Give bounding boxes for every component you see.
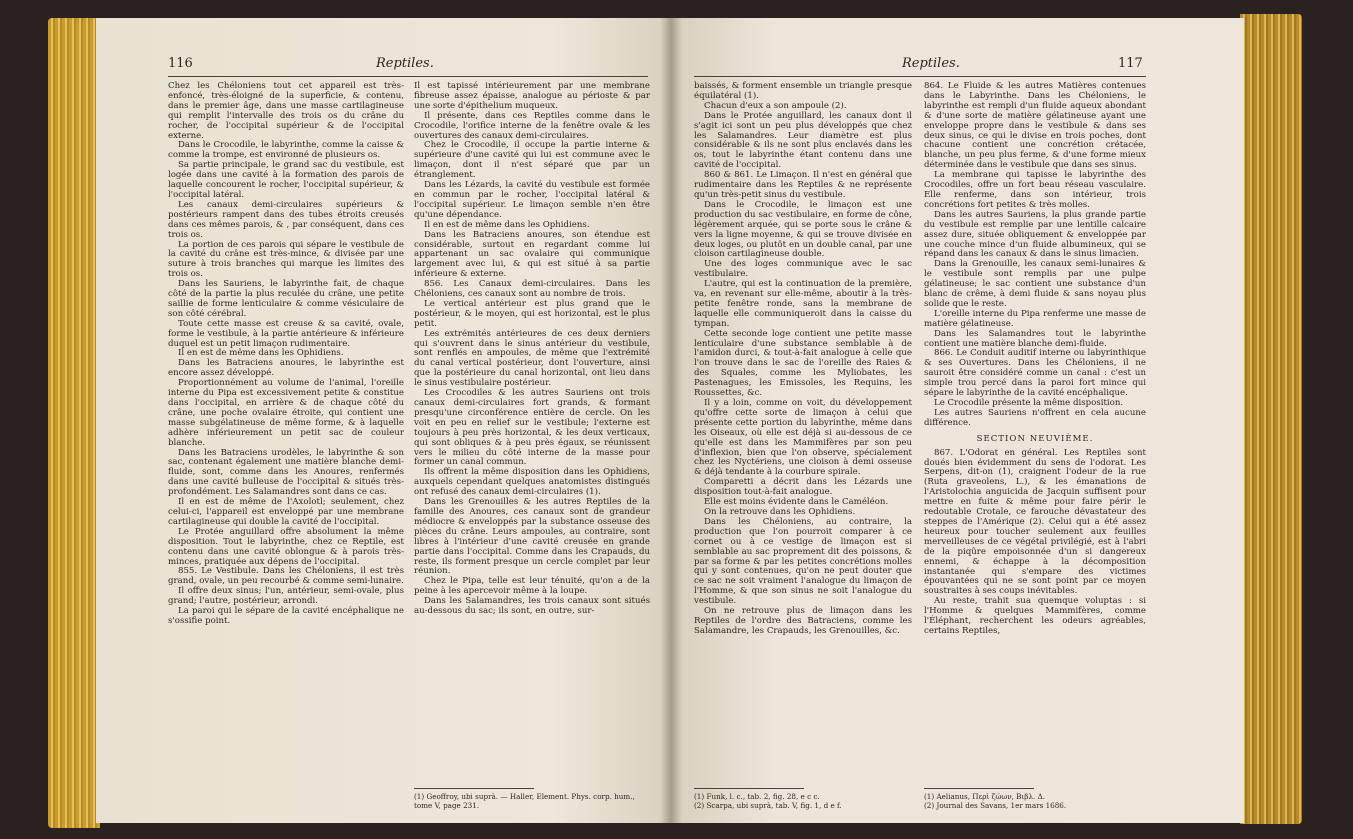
paragraph: Dans les Grenouilles & les autres Reptiles de la famille des Anoures, ces canaux sont de grandeur médiocre & enveloppés par la substance osseuse des pièces du crâne. Leurs ampoules, au contraire, sont libres à l'intérieur d'une cavité creusée en grande partie dans l'occipital. Comme dans les Crapauds, du reste, ils forment presque un cercle complet par leur réunion. (414, 497, 650, 577)
paragraph: La portion de ces parois qui sépare le vestibule de la cavité du crâne est très-mince, & divisée par une suture à trois branches qui marque les limites des trois os. (168, 239, 404, 280)
paragraph: Au reste, trahit sua quemque voluptas : si l'Homme & quelques Mammifères, comme l'Éléphant, recherchent les odeurs agréables, certains Reptiles, (924, 596, 1146, 636)
left-footnote: (1) Geoffroy, ubi suprà. — Haller, Element. Phys. corp. hum., tome V, page 231. (414, 792, 635, 810)
paragraph: Proportionnément au volume de l'animal, l'oreille interne du Pipa est excessivement petite & constitue dans l'occipital, en arrière & de chaque côté du crâne, une poche ovalaire étroite, qui contient une masse subgélatineuse de même forme, & à laquelle adhère inférieurement un petit sac de couleur blanche. (168, 378, 404, 448)
paragraph: Les canaux demi-circulaires supérieurs & postérieurs rampent dans des tubes étroits creusés dans ces mêmes parois, & , par conséquent, dans ces trois os. (168, 199, 404, 240)
right-column-2 (924, 82, 1146, 637)
left-page-number: 116 (168, 56, 193, 71)
paragraph: Il présente, dans ces Reptiles comme dans le Crocodile, l'orifice interne de la fenêtre ovale & les ouvertures des canaux demi-circulaires. (414, 110, 650, 141)
paragraph: Dans les Lézards, la cavité du vestibule est formée en commun par le rocher, l'occipital latéral & l'occipital supérieur. Le limaçon semble n'en être qu'une dépendance. (414, 180, 650, 220)
right-page (670, 18, 1244, 823)
paragraph: La membrane qui tapisse le labyrinthe des Crocodiles, offre un fort beau réseau vasculaire. Elle renferme, dans son intérieur, trois concrétions fort petites & très molles. (924, 170, 1146, 210)
right-page-edges (1240, 14, 1302, 824)
paragraph: Cette seconde loge contient une petite masse lenticulaire d'une substance semblable à de l'amidon durci, & tout-à-fait analogue à celle que l'on trouve dans le sac de l'oreille des Raies & des Squales, comme les Myliobates, les Pastenagues, les Emissoles, les Requins, les Roussettes, &c. (694, 328, 912, 399)
paragraph: On ne retrouve plus de limaçon dans les Reptiles de l'ordre des Batraciens, comme les Salamandre, les Crapauds, les Grenouilles, &c. (694, 606, 912, 636)
paragraph: Dans les Salamandres, les trois canaux sont situés au-dessous du sac; ils sont, en outre, sur- (414, 596, 650, 617)
paragraph: 867. L'Odorat en général. Les Reptiles sont doués bien évidemment du sens de l'odorat. Les Serpens, dit-on (1), craignent l'odeur de la rue (Ruta graveolens, L.), & les émanations de l'Aristolochia anguicida de Jacquin suffisent pour mettre en fuite & même pour faire périr le redoutable Crotale, ce farouche dévastateur des steppes de l'Amérique (2). Celui qui a été assez heureux pour toucher seulement aux feuilles merveilleuses de ce végétal privilégié, est à l'abri de la piqûre empoisonnée d'un si dangereux ennemi, & échappe à la décomposition instantanée qui s'empare des victimes épouvantées qui ne se sont point par ce moyen soustraites à ses coups inévitables. (924, 447, 1146, 597)
paragraph: 855. Le Vestibule. Dans les Chéloniens, il est très grand, ovale, un peu recourbé & comme semi-lunaire. (168, 566, 404, 587)
right-footnote-rule-2 (924, 788, 1034, 789)
paragraph: Dans les autres Sauriens, la plus grande partie du vestibule est remplie par une lentille calcaire assez dure, située obliquement & enveloppée par une couche mince d'un fluide albumineux, qui se répand dans les canaux & dans le sinus limacien. (924, 209, 1146, 260)
paragraph: Dans la Grenouille, les canaux semi-lunaires & le vestibule sont remplis par une pulpe gélatineuse; le sac contient une substance d'un blanc de crême, à demi fluide & sans noyau plus solide que le reste. (924, 259, 1146, 309)
left-running-head: Reptiles. (376, 56, 434, 71)
paragraph: Chez les Chéloniens tout cet appareil est très-enfoncé, très-éloigné de la superficie, & contenu, dans le premier âge, dans une masse cartilagineuse qui remplit l'intervalle des trois os du crâne du rocher, de l'occipital supérieur & de l'occipital externe. (168, 81, 404, 141)
footnote-line: (1) Funk, l. c., tab. 2, fig. 28, e c c. (694, 792, 820, 801)
paragraph: Chez le Crocodile, il occupe la partie interne & supérieure d'une cavité qui lui est commune avec le limaçon, dont il n'est séparé que par un étranglement. (414, 140, 650, 181)
paragraph: Sa partie principale, le grand sac du vestibule, est logée dans une cavité à la formation des parois de laquelle concourent le rocher, l'occipital supérieur, & l'occipital latéral. (168, 160, 404, 200)
paragraph: Une des loges communique avec le sac vestibulaire. (694, 259, 912, 280)
paragraph: Dans les Sauriens, le labyrinthe fait, de chaque côté de la partie la plus reculée du crâne, une petite saillie de forme lenticulaire & comme vésiculaire de son côté cérébral. (168, 279, 404, 319)
paragraph: Chacun d'eux a son ampoule (2). (704, 100, 847, 111)
paragraph: Il en est de même dans les Ophidiens. (178, 348, 344, 359)
paragraph: Les extrémités antérieures de ces deux derniers qui s'ouvrent dans le sinus antérieur du vestibule, sont renflés en ampoules, de même que l'extrémité du canal vertical postérieur, dont l'ouverture, ainsi que la postérieure du canal horizontal, ont lieu dans le sinus vestibulaire postérieur. (414, 328, 650, 389)
paragraph: Dans le Crocodile, le limaçon est une production du sac vestibulaire, en forme de cône, légèrement arquée, qui se porte sous le crâne & vers la ligne moyenne, & qui se trouve divisée en deux loges, ou plutôt en un double canal, par une cloison cartilagineuse double. (694, 199, 912, 260)
paragraph: Toute cette masse est creuse & sa cavité, ovale, forme le vestibule, à la partie antérieure & inférieure duquel est un petit limaçon rudimentaire. (168, 318, 404, 349)
left-footnote-rule (414, 788, 534, 789)
paragraph: La paroi qui le sépare de la cavité encéphalique ne s'ossifie point. (168, 606, 404, 626)
footnote-line: (2) Journal des Savans, 1er mars 1686. (924, 801, 1067, 810)
footnote-line: (1) Aelianus, Περὶ ζώων, Βιβλ. Δ. (924, 792, 1046, 801)
paragraph: 856. Les Canaux demi-circulaires. Dans les Chéloniens, ces canaux sont au nombre de trois. (414, 279, 650, 300)
paragraph: 866. Le Conduit auditif interne ou labyrinthique & ses Ouvertures. Dans les Chéloniens, il ne sauroit être considéré comme un canal : c'est un simple trou percé dans la paroi fort mince qui sépare le labyrinthe de la cavité encéphalique. (924, 348, 1146, 399)
book-gutter (660, 18, 682, 823)
paragraph: Comparetti a décrit dans les Lézards une disposition tout-à-fait analogue. (694, 477, 912, 498)
left-header-rule (168, 76, 648, 77)
paragraph: Les Crocodiles & les autres Sauriens ont trois canaux demi-circulaires fort grands, & formant presqu'une circonférence entière de cercle. On les voit en peu en relief sur le vestibule; l'externe est toujours à peu près horizontal, & les deux verticaux, qui sont obliques & à peu près égaux, se réunissent vers le milieu du côté interne de la masse pour former un canal commun. (414, 388, 650, 468)
paragraph: L'oreille interne du Pipa renferme une masse de matière gélatineuse. (924, 308, 1146, 329)
paragraph: Il en est de même de l'Axolotl; seulement, chez celui-ci, l'appareil est enveloppé par une membrane cartilagineuse qui double la cavité de l'occipital. (168, 497, 404, 527)
paragraph: Dans les Chéloniens, au contraire, la production que l'on pourroit comparer à ce cornet ou à ce vestige de limaçon est si semblable au sac proprement dit des poissons, & par sa forme & par les petites concrétions molles qui y sont contenues, qu'on ne peut douter que ce sac ne soit vraiment l'analogue du limaçon de l'Homme, & que son sinus ne soit l'analogue du vestibule. (694, 516, 912, 607)
paragraph: Le Crocodile présente la même disposition. (934, 398, 1124, 408)
right-header-rule (694, 76, 1146, 77)
left-page-edges (48, 18, 100, 828)
right-footnote-rule-1 (694, 788, 804, 789)
left-column-1 (168, 82, 404, 627)
right-footnote-2 (924, 792, 1146, 810)
paragraph: Les autres Sauriens n'offrent en cela aucune différence. (924, 407, 1146, 428)
paragraph: Dans les Salamandres tout le labyrinthe contient une matière blanche demi-fluide. (924, 328, 1146, 349)
paragraph: Il y a loin, comme on voit, du développement qu'offre cette sorte de limaçon à celui que présente cette portion du labyrinthe, même dans les Oiseaux, où elle est déjà si au-dessous de ce qu'elle est dans les Mammifères par son peu d'inflexion, bien que l'on observe, spécialement chez les Nyctériens, une cloison à demi osseuse & déjà tendante à la courbure spirale. (694, 398, 912, 478)
right-running-head: Reptiles. (902, 56, 960, 71)
paragraph: Il en est de même dans les Ophidiens. (424, 219, 590, 230)
paragraph: Dans les Batraciens anoures, son étendue est considérable, surtout en regardant comme lui appartenant un sac ovalaire qui communique largement avec lui, & qui est situé à sa partie inférieure & externe. (414, 229, 650, 280)
paragraph: Le vertical antérieur est plus grand que le postérieur, & le moyen, qui est horizontal, est le plus petit. (414, 298, 650, 329)
paragraph: Dans le Crocodile, le labyrinthe, comme la caisse & comme la trompe, est environné de plusieurs os. (168, 140, 404, 161)
paragraph: Chez le Pipa, telle est leur ténuité, qu'on a de la peine à les apercevoir même à la loupe. (414, 576, 650, 597)
paragraph: 860 & 861. Le Limaçon. Il n'est en général que rudimentaire dans les Reptiles & ne représente qu'un très-petit sinus du vestibule. (694, 170, 912, 200)
paragraph: 864. Le Fluide & les autres Matières contenues dans le Labyrinthe. Dans les Chéloniens, le labyrinthe est rempli d'un fluide aqueux abondant & d'une sorte de matière gélatineuse ayant une enveloppe propre dans le vestibule & dans ses deux sinus, ce qui le divise en trois poches, dont chacune contient une concrétion crétacée, blanche, un peu plus ferme, & d'une forme mieux déterminée dans le vestibule que dans ses sinus. (924, 81, 1146, 171)
paragraph: On la retrouve dans les Ophidiens. (704, 506, 856, 517)
paragraph: Ils offrent la même disposition dans les Ophidiens, auxquels cependant quelques anatomistes distingués ont refusé des canaux demi-circulaires (1). (414, 467, 650, 498)
section-heading: SECTION NEUVIÈME. (976, 433, 1094, 444)
right-page-number: 117 (1118, 56, 1143, 71)
paragraph: Dans les Batraciens urodèles, le labyrinthe & son sac, contenant également une matière blanche demi-fluide, sont, comme dans les Anoures, renfermés dans une cavité bulleuse de l'occipital & situés très-profondément. Les Salamandres sont dans ce cas. (168, 447, 404, 498)
right-footnote-1 (694, 792, 912, 810)
paragraph: Le Protée anguillard offre absolument la même disposition. Tout le labyrinthe, chez ce Reptile, est contenu dans une cavité oblongue & à parois très-minces, pratiquée aux dépens de l'occipital. (168, 526, 404, 567)
paragraph: Il est tapissé intérieurement par une membrane fibreuse assez épaisse, analogue au périoste & par une sorte d'épithelium muqueux. (414, 81, 650, 111)
paragraph: baissés, & forment ensemble un triangle presque équilatéral (1). (694, 81, 912, 101)
paragraph: Dans le Protée anguillard, les canaux dont il s'agit ici sont un peu plus développés que chez les Salamandres. Leur diamètre est plus considérable & ils ne sont plus enclavés dans les os, tout le labyrinthe étant contenu dans une cavité de l'occipital. (694, 110, 912, 171)
paragraph: Il offre deux sinus; l'un, antérieur, semi-ovale, plus grand; l'autre, postérieur, arrondi. (168, 586, 404, 607)
paragraph: Elle est moins évidente dans le Caméléon. (704, 497, 889, 508)
right-column-1 (694, 82, 912, 637)
paragraph: L'autre, qui est la continuation de la première, va, en revenant sur elle-même, aboutir à la très-petite fenêtre ronde, sans la membrane de laquelle elle communiqueroit dans la caisse du tympan. (694, 279, 912, 329)
left-page (96, 18, 670, 823)
paragraph: Dans les Batraciens anoures, le labyrinthe est encore assez développé. (168, 358, 404, 379)
left-column-2 (414, 82, 650, 617)
footnote-line: (2) Scarpa, ubi suprà, tab. V, fig. 1, d e f. (694, 801, 842, 810)
